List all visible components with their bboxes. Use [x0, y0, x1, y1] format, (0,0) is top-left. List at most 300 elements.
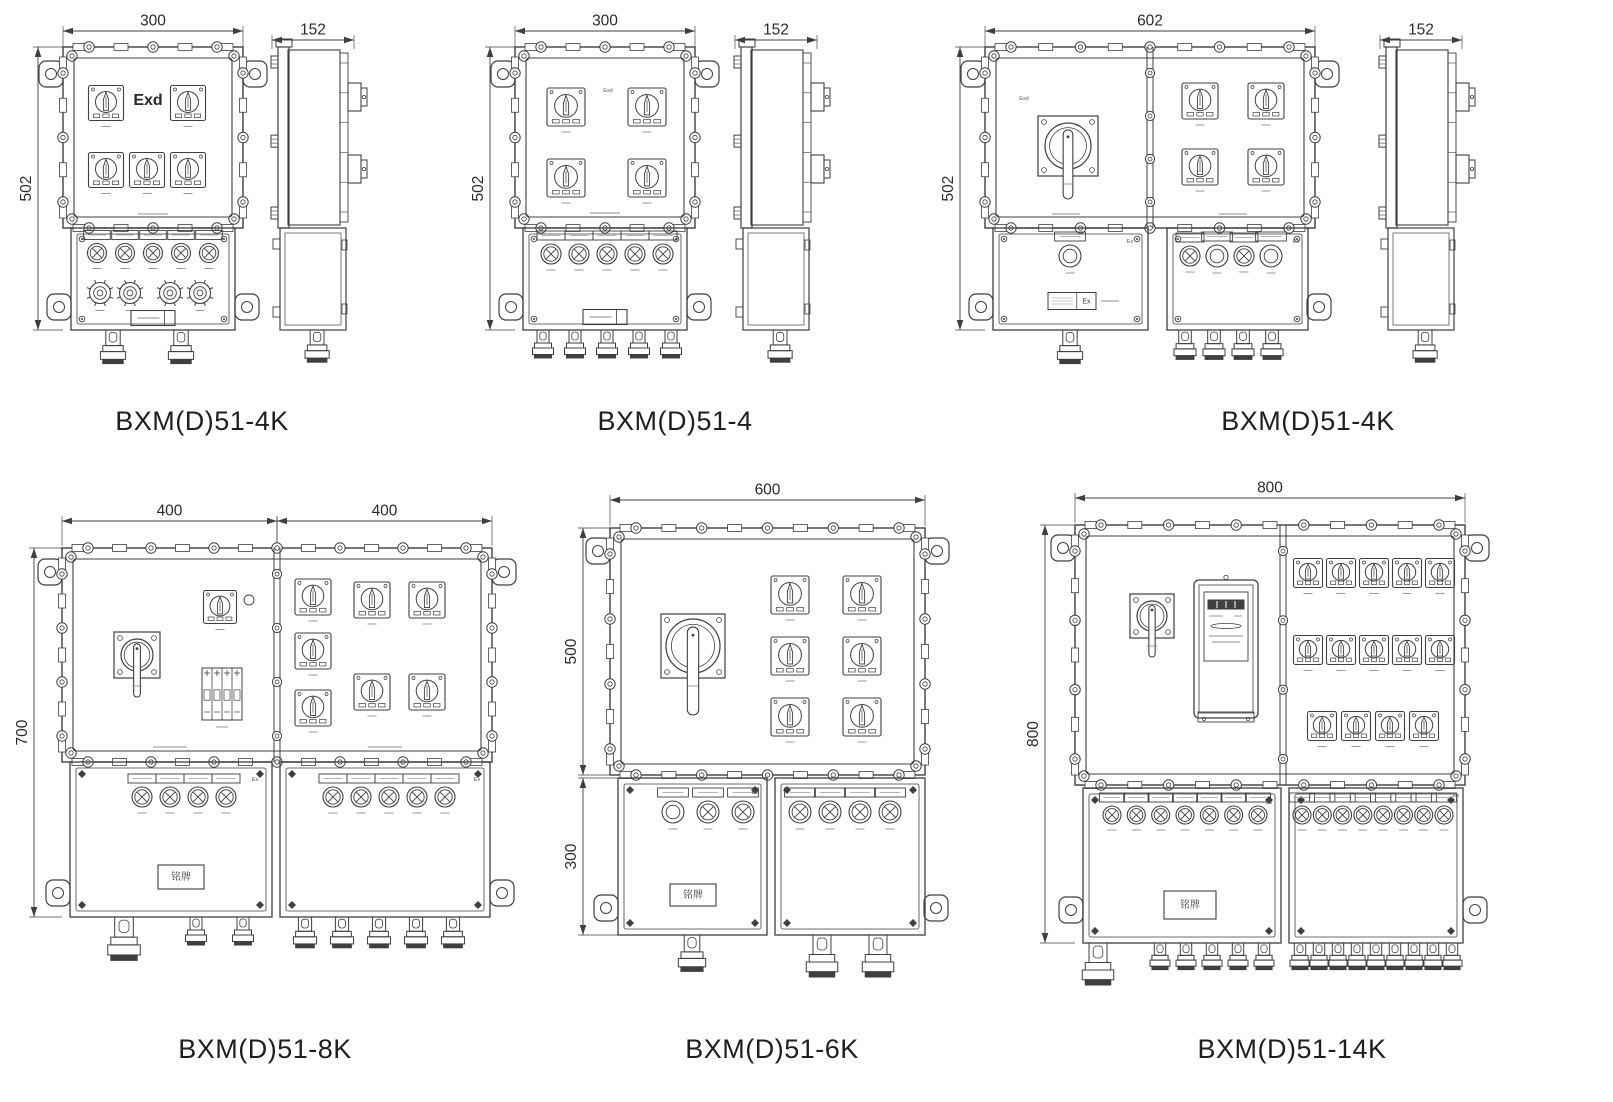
drawing-shape [678, 958, 705, 966]
drawing-shape [1157, 945, 1163, 953]
drawing-shape [692, 634, 695, 637]
drawing-shape [296, 931, 315, 937]
drawing-shape [1108, 44, 1122, 51]
drawing-shape [1292, 966, 1308, 969]
drawing-shape [223, 318, 225, 320]
drawing-shape [702, 69, 713, 80]
drawing-shape [35, 320, 42, 330]
cable-gland [1385, 943, 1405, 970]
drawing-shape [624, 784, 761, 929]
drawing-shape [1442, 960, 1462, 966]
drawing-shape [920, 549, 930, 559]
drawing-shape [515, 28, 525, 35]
drawing-shape [1298, 658, 1303, 662]
drawing-shape [1299, 520, 1309, 530]
drawing-shape [110, 288, 113, 289]
dim-label: 502 [470, 175, 487, 202]
drawing-shape [87, 297, 90, 298]
drawing-shape [1085, 963, 1111, 971]
dimension-400 [62, 503, 277, 547]
junction-box [523, 228, 687, 330]
drawing-shape [968, 69, 979, 80]
cable-gland [330, 917, 353, 948]
drawing-shape [298, 582, 301, 585]
drawing-shape [1462, 717, 1469, 731]
drawing-shape [164, 287, 177, 300]
drawing-shape [1093, 946, 1103, 958]
dimension-502 [18, 47, 63, 330]
drawing-shape [681, 952, 703, 959]
drawing-shape [330, 937, 353, 944]
drawing-shape [1042, 168, 1047, 173]
drawing-shape [103, 114, 109, 118]
drawing-shape [922, 645, 929, 659]
drawing-shape [90, 283, 111, 304]
drawing-shape [567, 355, 584, 359]
drawing-shape [1212, 86, 1215, 89]
drawing-shape [186, 935, 207, 942]
drawing-shape [335, 543, 345, 553]
drawing-shape: 铭牌 [171, 872, 191, 883]
drawing-shape [1251, 152, 1254, 155]
drawing-shape [535, 355, 552, 359]
enclosure-flange [510, 42, 700, 233]
drawing-shape [859, 525, 873, 532]
drawing-shape [240, 163, 247, 177]
drawing-shape [681, 967, 703, 972]
push-button [187, 280, 213, 310]
drawing-shape [104, 303, 105, 306]
drawing-shape [58, 132, 68, 142]
drawing-shape [1261, 945, 1267, 953]
dim-label: 152 [1408, 21, 1434, 39]
drawing-shape [510, 132, 520, 142]
drawing-shape [1387, 966, 1403, 969]
mounting-ear [1059, 897, 1083, 923]
drawing-shape [665, 618, 670, 623]
drawing-shape [1091, 927, 1099, 935]
rotary-switch [1294, 559, 1323, 594]
drawing-shape [1197, 179, 1203, 183]
drawing-shape [1256, 955, 1272, 960]
drawing-shape [1460, 754, 1470, 764]
cable-gland [1203, 330, 1225, 359]
drawing-shape [1185, 86, 1188, 89]
drawing-shape [751, 50, 803, 225]
drawing-shape [267, 518, 277, 525]
drawing-shape [1404, 581, 1409, 585]
drawing-shape [176, 545, 190, 552]
drawing-shape [407, 944, 426, 948]
drawing-shape [94, 287, 107, 300]
drawing-shape [1214, 42, 1224, 52]
drawing-shape [133, 155, 136, 158]
drawing-shape [675, 318, 677, 320]
drawing-shape [1211, 332, 1218, 340]
drawing-shape [1152, 966, 1168, 969]
drawing-shape [174, 303, 175, 306]
cable-gland [293, 917, 316, 948]
cable-gland [1057, 330, 1082, 364]
indicator-lamp [1391, 793, 1416, 830]
cable-gland [1202, 943, 1222, 970]
drawing-shape [662, 801, 684, 823]
drawing-shape [285, 233, 341, 325]
drawing-shape [924, 895, 948, 921]
drawing-shape [1263, 113, 1269, 117]
rotary-switch [771, 637, 809, 681]
drawing-shape [593, 546, 604, 557]
drawing-shape [1235, 945, 1241, 953]
drawing-shape [1145, 154, 1154, 163]
drawing-shape [187, 297, 190, 298]
drawing-shape [915, 497, 925, 504]
dim-label: 800 [1025, 721, 1042, 747]
indicator-lamp [1230, 233, 1258, 272]
drawing-shape [1338, 658, 1343, 662]
nameplate [158, 865, 204, 889]
drawing-shape [1415, 358, 1435, 362]
drawing-shape [1451, 771, 1461, 781]
push-button [658, 788, 689, 829]
drawing-shape [62, 518, 72, 525]
drawing-shape [1210, 249, 1224, 263]
drawing-shape [1301, 214, 1311, 224]
drawing-shape [57, 731, 67, 741]
drawing-shape [1060, 359, 1080, 363]
dim-label: 400 [156, 502, 183, 520]
drawing-shape [286, 768, 484, 911]
drawing-shape [45, 567, 56, 578]
cable-gland [1150, 943, 1170, 970]
drawing-shape [1437, 581, 1442, 585]
drawing-shape [982, 98, 989, 112]
drawing-shape [1421, 332, 1428, 341]
drawing-shape [1003, 318, 1005, 320]
drawing-shape [370, 931, 389, 937]
drawing-shape [552, 120, 559, 124]
drawing-shape [81, 238, 83, 240]
indicator-lamp [128, 774, 156, 813]
drawing-shape [153, 181, 159, 185]
drawing-shape [58, 197, 68, 207]
dimension-800 [1025, 525, 1075, 943]
drawing-shape [1349, 966, 1365, 969]
drawing-shape [1163, 520, 1173, 530]
model-caption: BXM(D)51-4K [115, 406, 289, 436]
drawing-shape [803, 701, 806, 704]
drawing-shape [134, 303, 135, 306]
drawing-shape [1354, 945, 1360, 953]
drawing-shape [1174, 349, 1196, 356]
drawing-shape [774, 579, 777, 582]
dimension-600 [610, 482, 925, 527]
indicator-lamp [140, 231, 167, 269]
drawing-shape [579, 162, 582, 165]
drawing-shape [980, 197, 990, 207]
drawing-shape [414, 704, 420, 708]
rotary-switch [1248, 149, 1284, 191]
drawing-shape [1176, 960, 1196, 966]
drawing-shape [1206, 245, 1228, 267]
drawing-shape [272, 37, 282, 44]
drawing-shape [1346, 734, 1351, 738]
rotary-switch [204, 591, 237, 630]
side-connector-stub [348, 155, 367, 183]
drawing-shape [499, 294, 523, 320]
drawing-shape [681, 51, 691, 61]
drawing-shape [969, 294, 993, 320]
drawing-shape [194, 181, 200, 185]
drawing-shape [600, 42, 610, 52]
drawing-shape [614, 532, 624, 542]
drawing-shape [1449, 945, 1455, 953]
drawing-shape [1353, 734, 1358, 738]
cable-gland [1290, 943, 1310, 970]
drawing-shape [288, 50, 340, 225]
drawing-shape [1347, 960, 1367, 966]
drawing-shape [1317, 638, 1320, 641]
drawing-shape [1396, 50, 1448, 225]
drawing-shape [1470, 905, 1481, 916]
drawing-shape [1469, 160, 1475, 178]
drawing-shape [1413, 351, 1437, 358]
drawing-shape [487, 47, 494, 57]
drawing-shape [1204, 966, 1220, 969]
drawing-shape [748, 233, 804, 325]
drawing-shape [1406, 966, 1422, 969]
drawing-shape [1307, 294, 1331, 320]
rotary-switch [409, 674, 445, 716]
drawing-shape [1379, 135, 1386, 147]
drawing-shape [313, 332, 320, 341]
drawing-shape [59, 648, 66, 662]
drawing-shape [1263, 356, 1281, 360]
drawing-shape [1182, 332, 1189, 340]
drawing-shape [519, 214, 529, 224]
drawing-shape [1232, 349, 1254, 356]
indicator-lamp [649, 231, 677, 270]
drawing-shape [165, 280, 166, 283]
drawing-shape [614, 761, 624, 771]
drawing-shape [1297, 561, 1300, 564]
push-button [117, 280, 143, 310]
drawing-shape [610, 528, 925, 775]
drawing-shape [119, 920, 129, 932]
drawing-shape [1387, 955, 1403, 960]
exd-marking: Exd [133, 92, 163, 109]
drawing-shape [333, 944, 352, 948]
drawing-shape [1416, 638, 1419, 641]
drawing-shape [194, 287, 207, 300]
drawing-shape [298, 693, 301, 696]
drawing-shape [1272, 179, 1278, 183]
drawing-shape [1152, 955, 1168, 960]
drawing-shape [148, 42, 158, 52]
drawing-shape [449, 919, 456, 928]
drawing-shape [631, 91, 634, 94]
indicator-lamp [1221, 793, 1246, 830]
drawing-shape [663, 343, 680, 348]
drawing-shape [1173, 234, 1302, 324]
dim-label: 152 [300, 21, 326, 39]
push-button [1055, 232, 1086, 273]
indicator-lamp [168, 231, 195, 269]
drawing-shape [1368, 955, 1384, 960]
drawing-shape [1312, 98, 1319, 112]
nameplate [131, 311, 175, 326]
drawing-shape [197, 290, 203, 296]
drawing-shape [563, 191, 570, 195]
drawing-shape [1383, 561, 1386, 564]
drawing-shape [461, 543, 471, 553]
drawing-shape [31, 548, 38, 558]
side-view [734, 39, 830, 362]
drawing-shape [846, 579, 849, 582]
cable-gland [1174, 330, 1196, 359]
drawing-shape [1415, 345, 1435, 351]
drawing-shape [1460, 684, 1470, 694]
drawing-shape [325, 582, 328, 585]
indicator-lamp [196, 231, 223, 269]
push-button [1202, 232, 1233, 273]
drawing-shape [1363, 638, 1366, 641]
drawing-shape [1313, 581, 1318, 585]
rotary-switch [1410, 712, 1439, 747]
drawing-shape [152, 636, 157, 641]
drawing-shape [540, 332, 546, 340]
cable-gland [404, 917, 427, 948]
drawing-shape [302, 545, 316, 552]
drawing-shape [441, 937, 464, 944]
drawing-shape [1331, 581, 1336, 585]
dim-label: 500 [563, 638, 580, 665]
drawing-shape [187, 288, 190, 289]
drawing-shape [1072, 717, 1079, 731]
drawing-shape [1404, 960, 1424, 966]
drawing-shape [599, 355, 616, 359]
rotary-switch [771, 576, 809, 620]
enclosure-flange [58, 42, 248, 233]
drawing-shape [665, 670, 670, 675]
drawing-shape [1396, 638, 1399, 641]
drawing-shape [125, 303, 126, 306]
drawing-shape [1463, 897, 1487, 923]
drawing-shape [125, 280, 126, 283]
drawing-shape [439, 677, 442, 680]
drawing-shape [375, 919, 382, 928]
drawing-shape [185, 114, 191, 118]
cable-gland [1309, 943, 1329, 970]
drawing-shape [83, 543, 93, 553]
drawing-shape: Ex [1265, 800, 1273, 806]
drawing-shape [67, 51, 77, 61]
junction-box [993, 228, 1148, 330]
nameplate [583, 310, 627, 325]
drawing-shape [573, 191, 580, 195]
drawing-shape [92, 88, 95, 91]
drawing-shape [1413, 714, 1416, 717]
drawing-shape [1328, 960, 1348, 966]
drawing-shape [487, 320, 494, 330]
drawing-shape [1260, 245, 1282, 267]
drawing-shape [1083, 788, 1281, 943]
drawing-shape [424, 704, 430, 708]
drawing-shape [487, 731, 497, 741]
drawing-shape [1425, 966, 1441, 969]
drawing-shape [47, 294, 71, 320]
indicator-lamp [593, 231, 621, 270]
drawing-shape [113, 545, 127, 552]
drawing-shape [310, 609, 316, 613]
drawing-shape [95, 280, 96, 283]
drawing-shape [487, 623, 497, 633]
dim-label: 502 [18, 175, 35, 202]
drawing-shape [439, 585, 442, 588]
drawing-shape [824, 88, 830, 106]
drawing-shape [1059, 897, 1083, 923]
dimension-500 [563, 528, 610, 775]
drawing-shape [1145, 197, 1154, 206]
drawing-shape [293, 937, 316, 944]
drawing-shape [120, 283, 141, 304]
drawing-shape [664, 42, 674, 52]
drawing-shape [210, 297, 213, 298]
drawing-shape [1234, 356, 1252, 360]
indicator-lamp [1350, 793, 1375, 830]
drawing-shape [636, 332, 642, 340]
dimension-502 [470, 47, 515, 330]
drawing-shape [1185, 152, 1188, 155]
cable-gland [768, 330, 792, 362]
drawing-shape [957, 47, 964, 57]
drawing-shape [567, 343, 584, 348]
drawing-shape [498, 69, 509, 80]
drawing-shape [1423, 960, 1443, 966]
drawing-shape [1070, 546, 1080, 556]
drawing-shape: Exd [603, 88, 613, 94]
push-button [157, 280, 183, 310]
drawing-shape [717, 618, 722, 623]
drawing-shape [1089, 794, 1275, 937]
mounting-ear [924, 895, 948, 921]
drawing-shape [573, 120, 580, 124]
drawing-shape [996, 58, 1304, 217]
drawing-shape [533, 238, 535, 240]
drawing-shape: Ex [1452, 793, 1460, 799]
drawing-shape [482, 518, 492, 525]
drawing-shape [159, 155, 162, 158]
rotary-switch [354, 674, 390, 716]
dim-label: 400 [371, 502, 398, 520]
drawing-shape [235, 930, 252, 935]
drawing-shape [1430, 658, 1435, 662]
drawing-shape [920, 744, 930, 754]
drawing-shape [809, 972, 835, 977]
drawing-shape [1350, 638, 1353, 641]
drawing-shape [533, 348, 554, 355]
drawing-shape [1383, 638, 1386, 641]
drawing-shape [605, 744, 615, 754]
drawing-shape [631, 162, 634, 165]
drawing-shape [208, 617, 214, 621]
drawing-shape [787, 669, 794, 673]
mounting-ear [687, 294, 711, 320]
drawing-shape [1187, 179, 1193, 183]
drawing-shape [428, 545, 442, 552]
drawing-shape [1178, 44, 1192, 51]
drawing-shape [1289, 788, 1463, 943]
